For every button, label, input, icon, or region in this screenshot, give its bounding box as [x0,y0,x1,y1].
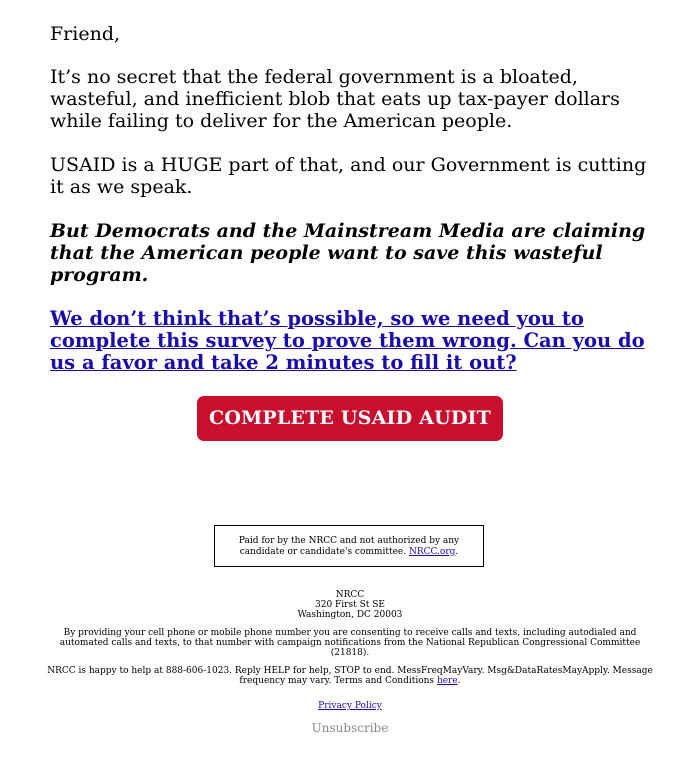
help-text [44,666,656,686]
complete-usaid-audit-button[interactable]: COMPLETE USAID AUDIT [197,396,503,441]
unsubscribe-link[interactable]: Unsubscribe [311,721,389,735]
cta-container [0,396,700,441]
disclaimer-period: . [455,547,459,557]
paid-for-disclaimer [214,525,484,567]
sms-consent-text: By providing your cell phone or mobile phone number you are consenting to receive calls and texts, including autodialed and automated calls and texts, to that number with campaign notifications from the National Republican Congressional Committee (21818). [59,628,641,658]
nrcc-org-link[interactable]: NRCC.org [408,547,456,557]
disclaimer-text: Paid for by the NRCC and not authorized by any candidate or candidate's committee. [238,536,460,557]
privacy-row [44,701,656,711]
footer [44,590,656,735]
help-text-body: NRCC is happy to help at 888-606-1023. Reply HELP for help, STOP to end. MessFreqMayVary. Msg&DataRatesMayApply. Message frequency may vary. Terms and Conditions [47,666,653,686]
street-address: 320 First St SE [315,600,385,610]
survey-link[interactable]: We don’t think that’s possible, so we need you to complete this survey to prove them wrong. Can you do us a favor and take 2 minutes to fill it out? [50,307,645,374]
email-body [50,22,660,392]
mailing-address [44,590,656,620]
org-name: NRCC [335,590,365,600]
terms-link[interactable]: here [436,676,458,686]
city-state-zip: Washington, DC 20003 [297,610,403,620]
greeting: Friend, [50,23,121,45]
paragraph-usaid: USAID is a HUGE part of that, and our Government is cutting it as we speak. [50,154,647,198]
unsubscribe-row [44,721,656,735]
help-period: . [457,676,461,686]
paragraph-claim: But Democrats and the Mainstream Media are claiming that the American people want to save this wasteful program. [50,220,646,286]
paragraph-intro: It’s no secret that the federal government is a bloated, wasteful, and inefficient blob that eats up tax-payer dollars while failing to deliver for the American people. [50,66,620,132]
privacy-policy-link[interactable]: Privacy Policy [318,701,382,711]
